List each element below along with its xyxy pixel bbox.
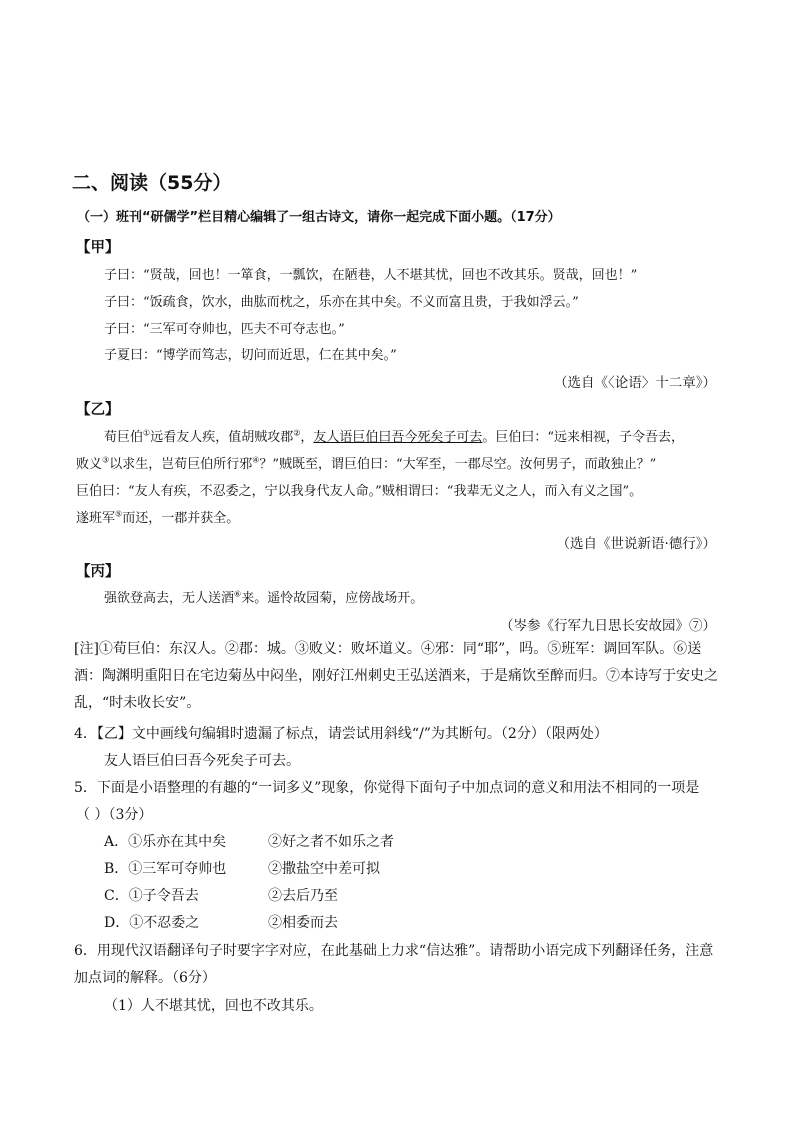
yi-line-2: 败义③以求生，岂荀巨伯所行邪④？”贼既至，谓巨伯曰：“大军至，一郡尽空。汝何男子，而敢独止？” — [76, 455, 657, 472]
yi-line-3: 巨伯曰：“友人有疾，不忍委之，宁以我身代友人命。”贼相谓曰：“我辈无义之人，而入有义之国”。 — [76, 484, 643, 499]
option-c-second: ②去后乃至 — [268, 888, 338, 904]
passage-bing-tag: 【丙】 — [76, 564, 120, 580]
passage-jia-tag: 【甲】 — [76, 240, 120, 256]
jia-source: （选自《〈论语〉十二章》） — [554, 375, 716, 391]
bing-source: （岑参《行军九日思长安故园》⑦） — [500, 618, 716, 634]
jia-line: 子曰：“贤哉，回也！一箪食，一瓢饮，在陋巷，人不堪其忧，回也不改其乐。贤哉，回也！” — [104, 268, 638, 283]
section-title: 二、阅读（55分） — [72, 172, 232, 194]
option-d[interactable]: D．①不忍委之 — [104, 915, 200, 931]
question-6-item-1: （1）人不堪其忧，回也不改其乐。 — [104, 998, 323, 1014]
section-intro: （一）班刊“研儒学”栏目精心编辑了一组古诗文，请你一起完成下面小题。（17分） — [77, 210, 561, 225]
option-a[interactable]: A．①乐亦在其中矣 — [104, 834, 227, 850]
question-5-stem: 5．下面是小语整理的有趣的“一词多义”现象，你觉得下面句子中加点词的意义和用法不相同的一项是 — [74, 780, 700, 796]
option-b-second: ②撒盐空中差可拟 — [268, 861, 380, 877]
yi-line-1: 荀巨伯①远看友人疾，值胡贼攻郡②，友人语巨伯曰吾今死矣子可去。巨伯曰：“远来相视，子令吾去， — [104, 428, 685, 445]
jia-line: 子曰：“三军可夺帅也，匹夫不可夺志也。” — [104, 322, 345, 337]
answer-blank: （ ）（3分） — [76, 807, 153, 823]
jia-line: 子曰：“饭疏食，饮水，曲肱而枕之，乐亦在其中矣。不义而富且贵，于我如浮云。” — [104, 295, 579, 310]
option-a-second: ②好之者不如乐之者 — [268, 834, 394, 850]
question-4-stem: 4．【乙】文中画线句编辑时遗漏了标点，请尝试用斜线“/”为其断句。（2分）（限两处） — [74, 726, 608, 742]
option-c[interactable]: C．①子令吾去 — [104, 888, 199, 904]
underlined-sentence: 友人语巨伯曰吾今死矣子可去 — [313, 430, 483, 445]
jia-line: 子夏曰：“博学而笃志，切问而近思，仁在其中矣。” — [104, 348, 397, 363]
question-4-sentence: 友人语巨伯曰吾今死矣子可去。 — [104, 753, 300, 769]
yi-source: （选自《世说新语·德行》） — [556, 536, 716, 552]
question-6-stem-cont: 加点词的解释。（6分） — [74, 970, 216, 986]
bing-line: 强欲登高去，无人送酒⑥来。遥怜故园菊，应傍战场开。 — [104, 589, 424, 606]
question-6-stem: 6．用现代汉语翻译句子时要字字对应，在此基础上力求“信达雅”。请帮助小语完成下列翻译任务，注意 — [74, 943, 714, 959]
yi-line-4: 遂班军⑤而还，一郡并获全。 — [76, 509, 240, 526]
option-b[interactable]: B．①三军可夺帅也 — [104, 861, 227, 877]
option-d-second: ②相委而去 — [268, 915, 338, 931]
passage-yi-tag: 【乙】 — [76, 402, 120, 418]
footnotes: [注]①荀巨伯：东汉人。②郡：城。③败义：败坏道义。④邪：同“耶”，吗。⑤班军：调回军队。⑥送酒：陶渊明重阳日在宅边菊丛中闷坐，刚好江州刺史王弘送酒来，于是痛饮至醉而归。⑦本诗写于安史之乱，“时未收长安”。 — [74, 641, 718, 711]
